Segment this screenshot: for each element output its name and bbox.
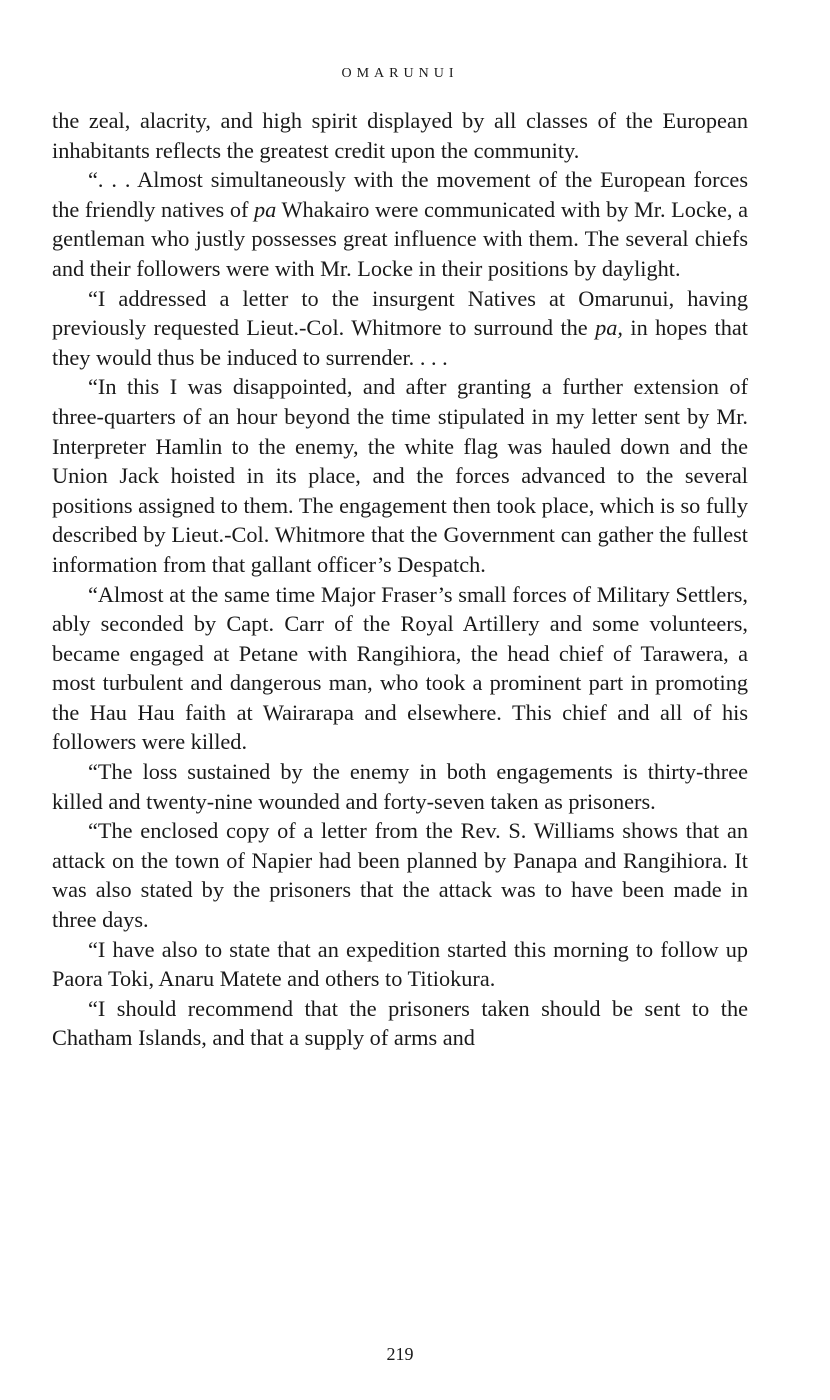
paragraph — [52, 580, 748, 758]
paragraph — [52, 106, 748, 165]
paragraph — [52, 372, 748, 579]
page-number: 219 — [386, 1344, 414, 1364]
text-run: “Almost at the same time Major Fraser’s small forces of Military Settlers, ably seconded by Capt. Carr of the Royal Artillery and some volunteers, became engaged at Petane with Rangihiora, the head chief of Tarawera, a most turbulent and dangerous man, who took a prominent part in promoting the Hau Hau faith at Wairarapa and elsewhere. This chief and all of his followers were killed. — [52, 581, 748, 755]
italic-term: pa — [254, 196, 277, 222]
text-run: “I should recommend that the prisoners taken should be sent to the Chatham Islands, and that a supply of arms and — [52, 995, 748, 1051]
paragraph — [52, 935, 748, 994]
paragraph — [52, 816, 748, 934]
book-page — [52, 0, 748, 1400]
paragraph — [52, 757, 748, 816]
text-run: “I have also to state that an expedition started this morning to follow up Paora Toki, Anaru Matete and others to Titiokura. — [52, 936, 748, 992]
italic-term: pa, — [595, 315, 623, 341]
paragraph — [52, 284, 748, 373]
text-run: “I addressed a letter to the insurgent Natives at Omarunui, having previously requested Lieut.-Col. Whitmore to surround the — [52, 285, 748, 341]
running-head: OMARUNUI — [341, 66, 459, 81]
body-text — [52, 106, 748, 1053]
paragraph — [52, 994, 748, 1053]
text-run: Whakairo were communicated with by Mr. Locke, a gentleman who justly possesses great influence with them. The several chiefs and their followers were with Mr. Locke in their positions by daylight. — [52, 196, 748, 281]
text-run: “The loss sustained by the enemy in both engagements is thirty-three killed and twenty-nine wounded and forty-seven taken as prisoners. — [52, 759, 748, 814]
text-run: “The enclosed copy of a letter from the Rev. S. Williams shows that an attack on the town of Napier had been planned by Panapa and Rangihiora. It was also stated by the prisoners that the attack was to have been made in three days. — [52, 818, 748, 933]
text-run: “. . . Almost simultaneously with the movement of the European forces the friendly natives of — [52, 167, 748, 222]
text-run: the zeal, alacrity, and high spirit displayed by all classes of the European inhabitants reflects the greatest credit upon the community. — [52, 108, 748, 163]
text-run: in hopes that they would thus be induced to surrender. . . . — [52, 315, 748, 370]
text-run: “In this I was disappointed, and after granting a further extension of three-quarters of an hour beyond the time stipulated in my letter sent by Mr. Interpreter Hamlin to the enemy, the white flag was hauled down and the Union Jack hoisted in its place, and the forces advanced to the several positions assigned to them. The engagement then took place, which is so fully described by Lieut.-Col. Whitmore that the Government can gather the fullest information from that gallant officer’s Despatch. — [52, 374, 748, 577]
paragraph — [52, 165, 748, 283]
